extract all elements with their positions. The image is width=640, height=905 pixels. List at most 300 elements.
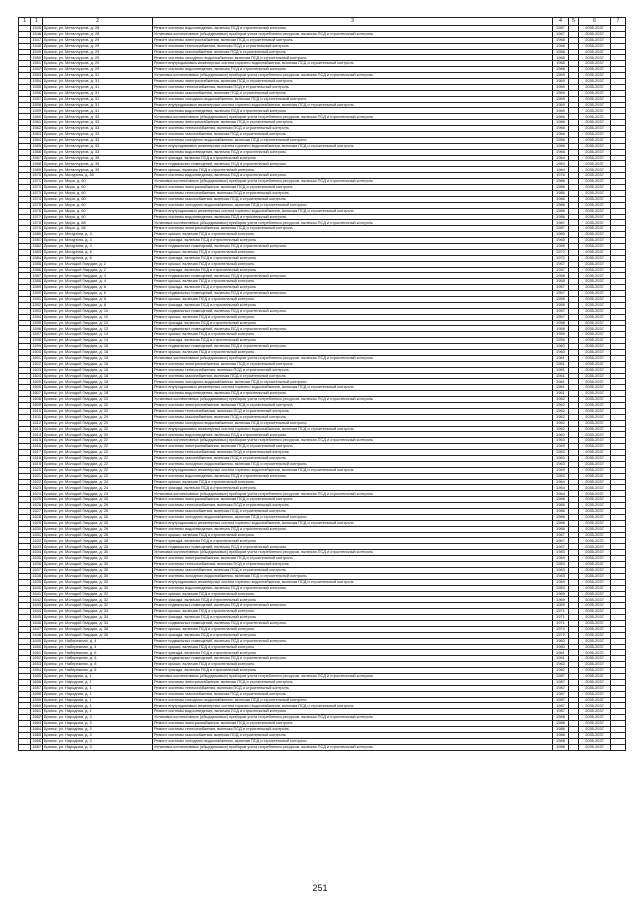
address-cell: Брянск, ул. Молодой Гвардии, д. 30 xyxy=(43,550,153,556)
period-cell: 2035-2037 xyxy=(579,497,611,503)
year-cell: 1983 xyxy=(553,585,569,591)
year-cell: 1966 xyxy=(553,137,569,143)
period-cell: 2035-2037 xyxy=(579,450,611,456)
row-number-cell: 1546 xyxy=(32,31,41,37)
period-cell: 2035-2037 xyxy=(579,538,611,544)
address-cell: Брянск, ул. Металлургов, д. 29 xyxy=(43,55,153,61)
period-cell: 2035-2037 xyxy=(579,697,611,703)
year-cell: 1964 xyxy=(553,491,569,497)
row-number-cell: 1662 xyxy=(32,714,41,720)
work-type-cell: Ремонт фасада, включая ПСД и строительный контроль xyxy=(153,320,553,326)
year-cell: 1962 xyxy=(553,408,569,414)
year-cell: 1957 xyxy=(553,261,569,267)
period-cell: 2035-2037 xyxy=(579,403,611,409)
year-cell: 1987 xyxy=(553,226,569,232)
row-number-cell: 1652 xyxy=(32,655,41,661)
address-cell: Брянск, ул. Молодой Гвардии, д. 14 xyxy=(43,338,153,344)
table-body xyxy=(19,18,626,751)
address-cell: Брянск, ул. Молодой Гвардии, д. 32 xyxy=(43,597,153,603)
period-cell: 2035-2037 xyxy=(579,685,611,691)
year-cell: 1969 xyxy=(553,603,569,609)
year-cell: 1988 xyxy=(553,732,569,738)
address-cell: Брянск, ул. Молодой Гвардии, д. 30 xyxy=(43,567,153,573)
period-cell: 2035-2037 xyxy=(579,562,611,568)
address-cell: Брянск, ул. Народная, д. 3 xyxy=(43,715,153,721)
row-number-cell: 1606 xyxy=(32,384,41,390)
address-cell: Брянск, ул. Металлургов, д. 31 xyxy=(43,108,153,114)
year-cell: 1966 xyxy=(553,132,569,138)
year-cell: 1964 xyxy=(553,485,569,491)
work-type-cell: Ремонт внутридомовых инженерных систем горячего водоснабжения, включая ПСД и строительный контроль xyxy=(153,467,553,473)
row-number-cell: 1665 xyxy=(32,732,41,738)
period-cell: 2035-2037 xyxy=(579,291,611,297)
address-cell: Брянск, ул. Народная, д. 1 xyxy=(43,685,153,691)
row-number-cell: 1601 xyxy=(32,355,41,361)
row-number-cell: 1596 xyxy=(32,325,41,331)
work-type-cell: Ремонт системы теплоснабжения, включая ПСД и строительный контроль xyxy=(153,408,553,414)
period-cell: 2035-2037 xyxy=(579,609,611,615)
row-number-cell: 1562 xyxy=(32,125,41,131)
year-cell: 1961 xyxy=(553,385,569,391)
year-cell: 1962 xyxy=(553,414,569,420)
row-number-cell: 1576 xyxy=(32,208,41,213)
address-cell: Брянск, ул. Молодой Гвардии, д. 20 xyxy=(43,426,153,432)
period-cell: 2035-2037 xyxy=(579,61,611,67)
period-cell: 2035-2037 xyxy=(579,550,611,556)
period-cell: 2035-2037 xyxy=(579,721,611,727)
year-cell: 1988 xyxy=(553,744,569,750)
work-type-cell: Ремонт системы холодного водоснабжения, включая ПСД и строительный контроль xyxy=(153,379,553,385)
year-cell: 1972 xyxy=(553,632,569,638)
year-cell: 1958 xyxy=(553,279,569,285)
year-cell: 1962 xyxy=(553,432,569,438)
year-cell: 1961 xyxy=(553,373,569,379)
address-cell: Брянск, ул. Металлургов, д. 29 xyxy=(43,37,153,43)
period-cell: 2035-2037 xyxy=(579,644,611,650)
address-cell: Брянск, ул. Молодой Гвардии, д. 18 xyxy=(43,379,153,385)
address-cell: Брянск, ул. Металлургов, д. 31 xyxy=(43,79,153,85)
address-cell: Брянск, ул. Народная, д. 1 xyxy=(43,691,153,697)
year-cell: 1961 xyxy=(553,650,569,656)
row-number-cell: 1645 xyxy=(32,614,41,620)
row-number-cell: 1633 xyxy=(32,543,41,549)
work-type-cell: Ремонт системы водоотведения, включая ПСД и строительный контроль xyxy=(153,709,553,715)
row-number-cell: 1559 xyxy=(32,107,41,113)
period-cell: 2035-2037 xyxy=(579,526,611,532)
period-cell: 2035-2037 xyxy=(579,155,611,161)
address-cell: Брянск, ул. Мичурина, д. 4 xyxy=(43,243,153,249)
work-type-cell: Ремонт внутридомовых инженерных систем горячего водоснабжения, включая ПСД и строительный контроль xyxy=(153,102,553,108)
empty-cell xyxy=(569,744,579,750)
address-cell: Брянск, ул. Молодой Гвардии, д. 24 xyxy=(43,491,153,497)
year-cell: 1958 xyxy=(553,273,569,279)
row-number-cell: 1659 xyxy=(32,697,41,702)
period-cell: 2035-2037 xyxy=(579,67,611,73)
year-cell: 1987 xyxy=(553,703,569,709)
year-cell: 1983 xyxy=(553,550,569,556)
row-number-cell: 1640 xyxy=(32,585,41,590)
year-cell: 1983 xyxy=(553,573,569,579)
year-cell: 1960 xyxy=(553,644,569,650)
work-type-cell: Ремонт внутридомовых инженерных систем горячего водоснабжения, включая ПСД и строительный контроль xyxy=(153,520,553,526)
period-cell: 2035-2037 xyxy=(579,473,611,479)
row-number-cell: 1547 xyxy=(32,37,41,42)
year-cell: 1963 xyxy=(553,467,569,473)
address-cell: Брянск, ул. Металлургов, д. 33 xyxy=(43,114,153,120)
work-type-cell: Установка коллективных (общедомовых) приборов учета потребления ресурсов, включая ПСД и строительный контроль xyxy=(153,715,553,721)
year-cell: 1969 xyxy=(553,591,569,597)
row-number-cell: 1655 xyxy=(32,673,41,679)
row-number-cell: 1578 xyxy=(32,219,41,225)
address-cell: Брянск, ул. Молодой Гвардии, д. 22 xyxy=(43,444,153,450)
address-cell: Брянск, ул. Молодой Гвардии, д. 8 xyxy=(43,302,153,308)
address-cell: Брянск, ул. Народная, д. 1 xyxy=(43,703,153,709)
work-type-cell: Ремонт системы газоснабжения, включая ПСД и строительный контроль xyxy=(153,49,553,55)
work-type-cell: Ремонт системы холодного водоснабжения, включая ПСД и строительный контроль xyxy=(153,461,553,467)
work-type-cell: Ремонт системы электроснабжения, включая ПСД и строительный контроль xyxy=(153,226,553,232)
address-cell: Брянск, ул. Мира, д. 60 xyxy=(43,190,153,196)
address-cell: Брянск, ул. Мира, д. 68 xyxy=(43,226,153,232)
work-type-cell: Ремонт системы теплоснабжения, включая ПСД и строительный контроль xyxy=(153,562,553,568)
address-cell: Брянск, ул. Молодой Гвардии, д. 18 xyxy=(43,355,153,361)
period-cell: 2035-2037 xyxy=(579,214,611,220)
period-cell: 2035-2037 xyxy=(579,332,611,338)
work-type-cell: Ремонт системы теплоснабжения, включая ПСД и строительный контроль xyxy=(153,84,553,90)
address-cell: Брянск, ул. Молодой Гвардии, д. 18 xyxy=(43,385,153,391)
address-cell: Брянск, ул. Металлургов, д. 33 xyxy=(43,120,153,126)
period-cell: 2035-2037 xyxy=(579,320,611,326)
year-cell: 1972 xyxy=(553,249,569,255)
address-cell: Брянск, ул. Набережная, д. 6 xyxy=(43,650,153,656)
address-cell: Брянск, ул. Металлургов, д. 29 xyxy=(43,67,153,73)
period-cell: 2035-2037 xyxy=(579,349,611,355)
work-type-cell: Установка коллективных (общедомовых) приборов учета потребления ресурсов, включая ПСД и строительный контроль xyxy=(153,355,553,361)
address-cell: Брянск, ул. Молодой Гвардии, д. 26 xyxy=(43,520,153,526)
address-cell: Брянск, ул. Металлургов, д. 29 xyxy=(43,61,153,67)
header-cell: 7 xyxy=(611,18,626,26)
work-type-cell: Ремонт системы теплоснабжения, включая ПСД и строительный контроль xyxy=(153,367,553,373)
period-cell: 2035-2037 xyxy=(579,438,611,444)
year-cell: 1986 xyxy=(553,214,569,220)
row-number-cell: 1568 xyxy=(32,160,41,166)
address-cell: Брянск, ул. Молодой Гвардии, д. 36 xyxy=(43,626,153,632)
row-number-cell: 1587 xyxy=(32,272,41,278)
row-number-cell: 1626 xyxy=(32,502,41,508)
work-type-cell: Ремонт подвальных помещений, включая ПСД и строительный контроль xyxy=(153,344,553,350)
period-cell: 2035-2037 xyxy=(579,620,611,626)
work-type-cell: Установка коллективных (общедомовых) приборов учета потребления ресурсов, включая ПСД и строительный контроль xyxy=(153,73,553,79)
year-cell: 1963 xyxy=(553,450,569,456)
address-cell: Брянск, ул. Молодой Гвардии, д. 4 xyxy=(43,273,153,279)
work-type-cell: Ремонт крыши, включая ПСД и строительный контроль xyxy=(153,662,553,668)
work-type-cell: Ремонт системы теплоснабжения, включая ПСД и строительный контроль xyxy=(153,450,553,456)
row-number-cell: 1642 xyxy=(32,596,41,602)
period-cell: 2035-2037 xyxy=(579,408,611,414)
period-cell: 2035-2037 xyxy=(579,267,611,273)
row-number-cell: 1607 xyxy=(32,390,41,396)
year-cell: 1972 xyxy=(553,626,569,632)
row-number-cell: 1635 xyxy=(32,555,41,561)
period-cell: 2035-2037 xyxy=(579,603,611,609)
year-cell: 1988 xyxy=(553,726,569,732)
period-cell: 2035-2037 xyxy=(579,96,611,102)
address-cell: Брянск, ул. Молодой Гвардии, д. 26 xyxy=(43,503,153,509)
year-cell: 1958 xyxy=(553,326,569,332)
year-cell: 1964 xyxy=(553,167,569,173)
row-number-cell: 1552 xyxy=(32,66,41,72)
period-cell: 2035-2037 xyxy=(579,102,611,108)
address-cell: Брянск, ул. Молодой Гвардии, д. 16 xyxy=(43,349,153,355)
period-cell: 2035-2037 xyxy=(579,385,611,391)
work-type-cell: Установка коллективных (общедомовых) приборов учета потребления ресурсов, включая ПСД и строительный контроль xyxy=(153,550,553,556)
period-cell: 2035-2037 xyxy=(579,132,611,138)
year-cell: 1965 xyxy=(553,243,569,249)
period-cell: 2035-2037 xyxy=(579,673,611,679)
year-cell: 1963 xyxy=(553,461,569,467)
address-cell: Брянск, ул. Молодой Гвардии, д. 30 xyxy=(43,585,153,591)
work-type-cell: Ремонт системы газоснабжения, включая ПСД и строительный контроль xyxy=(153,132,553,138)
period-cell: 2035-2037 xyxy=(579,650,611,656)
row-number-cell: 1560 xyxy=(32,113,41,119)
row-number-cell: 1584 xyxy=(32,255,41,260)
row-number-cell: 1566 xyxy=(32,149,41,154)
work-type-cell: Ремонт крыши, включая ПСД и строительный контроль xyxy=(153,532,553,538)
year-cell: 1987 xyxy=(553,679,569,685)
period-cell: 2035-2037 xyxy=(579,302,611,308)
year-cell: 1969 xyxy=(553,96,569,102)
row-number-cell: 1649 xyxy=(32,638,41,643)
year-cell: 1987 xyxy=(553,691,569,697)
row-number-cell: 1625 xyxy=(32,496,41,502)
work-type-cell: Ремонт системы электроснабжения, включая ПСД и строительный контроль xyxy=(153,497,553,503)
work-type-cell: Ремонт крыши, включая ПСД и строительный контроль xyxy=(153,232,553,238)
period-cell: 2035-2037 xyxy=(579,532,611,538)
year-cell: 1957 xyxy=(553,267,569,273)
address-cell: Брянск, ул. Металлургов, д. 31 xyxy=(43,102,153,108)
period-cell: 2035-2037 xyxy=(579,232,611,238)
header-cell: 1 xyxy=(31,18,43,26)
year-cell: 1963 xyxy=(553,456,569,462)
address-cell: Брянск, ул. Набережная, д. 4 xyxy=(43,644,153,650)
row-number-cell: 1620 xyxy=(32,467,41,472)
year-cell: 1983 xyxy=(553,556,569,562)
work-type-cell: Ремонт системы холодного водоснабжения, включая ПСД и строительный контроль xyxy=(153,202,553,208)
address-cell: Брянск, ул. Набережная, д. 8 xyxy=(43,662,153,668)
work-type-cell: Ремонт системы холодного водоснабжения, включая ПСД и строительный контроль xyxy=(153,738,553,744)
work-type-cell: Ремонт фасада, включая ПСД и строительный контроль xyxy=(153,255,553,261)
year-cell: 1956 xyxy=(553,302,569,308)
address-cell: Брянск, ул. Народная, д. 1 xyxy=(43,697,153,703)
row-number-cell: 1617 xyxy=(32,449,41,455)
row-number-cell: 1572 xyxy=(32,184,41,190)
period-cell: 2035-2037 xyxy=(579,173,611,179)
period-cell: 2035-2037 xyxy=(579,709,611,715)
address-cell: Брянск, ул. Молодой Гвардии, д. 22 xyxy=(43,473,153,479)
address-cell: Брянск, ул. Металлургов, д. 29 xyxy=(43,43,153,49)
period-cell: 2035-2037 xyxy=(579,161,611,167)
year-cell: 1964 xyxy=(553,155,569,161)
row-number-cell: 1597 xyxy=(32,331,41,337)
period-cell: 2035-2037 xyxy=(579,49,611,55)
work-type-cell: Ремонт системы теплоснабжения, включая ПСД и строительный контроль xyxy=(153,126,553,132)
work-type-cell: Ремонт фасада, включая ПСД и строительный контроль xyxy=(153,597,553,603)
year-cell: 1976 xyxy=(553,173,569,179)
row-number-cell: 1650 xyxy=(32,644,41,649)
year-cell: 1969 xyxy=(553,73,569,79)
address-cell: Брянск, ул. Металлургов, д. 33 xyxy=(43,137,153,143)
address-cell: Брянск, ул. Металлургов, д. 28 xyxy=(43,26,153,32)
period-cell: 2035-2037 xyxy=(579,202,611,208)
year-cell: 1972 xyxy=(553,255,569,261)
period-cell: 2035-2037 xyxy=(579,579,611,585)
period-cell: 2035-2037 xyxy=(579,426,611,432)
row-number-cell: 1580 xyxy=(32,231,41,237)
row-number-cell: 1664 xyxy=(32,726,41,732)
address-cell: Брянск, ул. Металлургов, д. 33 xyxy=(43,143,153,149)
row-number-cell: 1591 xyxy=(32,296,41,302)
work-type-cell: Ремонт подвальных помещений, включая ПСД и строительный контроль xyxy=(153,243,553,249)
year-cell: 1967 xyxy=(553,532,569,538)
work-type-cell: Ремонт подвальных помещений, включая ПСД и строительный контроль xyxy=(153,291,553,297)
year-cell: 1957 xyxy=(553,285,569,291)
period-cell: 2035-2037 xyxy=(579,338,611,344)
year-cell: 1986 xyxy=(553,202,569,208)
work-type-cell: Ремонт подвальных помещений, включая ПСД и строительный контроль xyxy=(153,620,553,626)
address-cell: Брянск, ул. Молодой Гвардии, д. 30 xyxy=(43,573,153,579)
year-cell: 1967 xyxy=(553,544,569,550)
work-type-cell: Ремонт системы водоотведения, включая ПСД и строительный контроль xyxy=(153,67,553,73)
row-number-cell: 1549 xyxy=(32,49,41,54)
period-cell: 2035-2037 xyxy=(579,573,611,579)
address-cell: Брянск, ул. Молодой Гвардии, д. 20 xyxy=(43,408,153,414)
row-number-cell: 1589 xyxy=(32,284,41,290)
work-type-cell: Ремонт системы теплоснабжения, включая ПСД и строительный контроль xyxy=(153,726,553,732)
row-number-cell: 1590 xyxy=(32,290,41,296)
period-cell: 2035-2037 xyxy=(579,544,611,550)
row-number-cell: 1643 xyxy=(32,602,41,608)
year-cell: 1957 xyxy=(553,308,569,314)
work-type-cell: Ремонт системы газоснабжения, включая ПСД и строительный контроль xyxy=(153,90,553,96)
row-number-cell: 1619 xyxy=(32,461,41,467)
row-number-cell: 1558 xyxy=(32,102,41,107)
row-number-cell: 1630 xyxy=(32,526,41,531)
address-cell: Брянск, ул. Молодой Гвардии, д. 20 xyxy=(43,432,153,438)
work-type-cell: Ремонт фасада, включая ПСД и строительный контроль xyxy=(153,302,553,308)
work-type-cell: Ремонт системы водоотведения, включая ПСД и строительный контроль xyxy=(153,149,553,155)
work-type-cell: Ремонт системы газоснабжения, включая ПСД и строительный контроль xyxy=(153,691,553,697)
period-cell: 2035-2037 xyxy=(579,485,611,491)
address-cell: Брянск, ул. Набережная, д. 6 xyxy=(43,656,153,662)
period-cell: 2035-2037 xyxy=(579,668,611,674)
work-type-cell: Ремонт крыши, включая ПСД и строительный контроль xyxy=(153,644,553,650)
address-cell: Брянск, ул. Молодой Гвардии, д. 6 xyxy=(43,285,153,291)
row-number-cell: 1636 xyxy=(32,561,41,567)
year-cell: 1963 xyxy=(553,473,569,479)
year-cell: 1961 xyxy=(553,379,569,385)
period-cell: 2035-2037 xyxy=(579,84,611,90)
period-cell: 2035-2037 xyxy=(579,461,611,467)
row-number-cell: 1573 xyxy=(32,190,41,196)
work-type-cell: Ремонт фасада, включая ПСД и строительный контроль xyxy=(153,238,553,244)
row-number-cell: 1616 xyxy=(32,443,41,449)
period-cell: 2035-2037 xyxy=(579,273,611,279)
year-cell: 1957 xyxy=(553,314,569,320)
row-number-cell: 1611 xyxy=(31,414,43,420)
year-cell: 1971 xyxy=(553,609,569,615)
period-cell: 2035-2037 xyxy=(579,314,611,320)
work-type-cell: Ремонт крыши, включая ПСД и строительный контроль xyxy=(153,609,553,615)
period-cell: 2035-2037 xyxy=(579,467,611,473)
year-cell: 1962 xyxy=(553,662,569,668)
address-cell: Брянск, ул. Молодой Гвардии, д. 26 xyxy=(43,497,153,503)
row-number-cell: 1561 xyxy=(32,119,41,125)
work-type-cell: Ремонт системы водоотведения, включая ПСД и строительный контроль xyxy=(153,214,553,220)
period-cell: 2035-2037 xyxy=(579,556,611,562)
row-number-cell: 1581 xyxy=(32,237,41,243)
period-cell: 2035-2037 xyxy=(579,432,611,438)
work-type-cell: Ремонт крыши, включая ПСД и строительный контроль xyxy=(153,249,553,255)
year-cell: 1988 xyxy=(553,738,569,744)
work-type-cell: Ремонт крыши, включая ПСД и строительный контроль xyxy=(153,479,553,485)
period-cell: 2035-2037 xyxy=(579,296,611,302)
row-number-cell: 1613 xyxy=(32,426,41,431)
period-cell: 2035-2037 xyxy=(579,167,611,173)
year-cell: 1967 xyxy=(553,26,569,32)
table-header-row xyxy=(19,18,626,26)
period-cell: 2035-2037 xyxy=(579,444,611,450)
work-type-cell: Ремонт крыши, включая ПСД и строительный контроль xyxy=(153,296,553,302)
period-cell: 2035-2037 xyxy=(579,179,611,185)
row-number-cell: 1653 xyxy=(32,661,41,667)
row-number-cell: 1563 xyxy=(32,131,41,137)
period-cell: 2035-2037 xyxy=(579,220,611,226)
work-type-cell: Ремонт фасада, включая ПСД и строительный контроль xyxy=(153,615,553,621)
year-cell: 1964 xyxy=(553,161,569,167)
address-cell: Брянск, ул. Молодой Гвардии, д. 4 xyxy=(43,279,153,285)
row-number-cell: 1641 xyxy=(32,591,41,596)
row-number-cell: 1565 xyxy=(32,143,41,148)
period-cell: 2035-2037 xyxy=(579,662,611,668)
address-cell: Брянск, ул. Народная, д. 3 xyxy=(43,738,153,744)
year-cell: 1968 xyxy=(553,61,569,67)
period-cell: 2035-2037 xyxy=(579,90,611,96)
year-cell: 1969 xyxy=(553,90,569,96)
address-cell: Брянск, ул. Народная, д. 1 xyxy=(43,679,153,685)
address-cell: Брянск, ул. Молодой Гвардии, д. 26 xyxy=(43,514,153,520)
year-cell: 1962 xyxy=(553,420,569,426)
work-type-cell: Ремонт системы электроснабжения, включая ПСД и строительный контроль xyxy=(153,679,553,685)
row-number-cell: 1588 xyxy=(32,278,41,284)
address-cell: Брянск, ул. Народная, д. 1 xyxy=(43,709,153,715)
work-type-cell: Ремонт крыши, включая ПСД и строительный контроль xyxy=(153,591,553,597)
year-cell: 1966 xyxy=(553,509,569,515)
row-number-cell: 1586 xyxy=(32,267,41,272)
work-type-cell: Ремонт внутридомовых инженерных систем горячего водоснабжения, включая ПСД и строительный контроль xyxy=(153,703,553,709)
work-type-cell: Ремонт системы газоснабжения, включая ПСД и строительный контроль xyxy=(153,456,553,462)
address-cell: Брянск, ул. Металлургов, д. 35 xyxy=(43,155,153,161)
row-number-cell: 1618 xyxy=(32,455,41,461)
year-cell: 1958 xyxy=(553,320,569,326)
period-cell: 2035-2037 xyxy=(579,185,611,191)
work-type-cell: Ремонт системы электроснабжения, включая ПСД и строительный контроль xyxy=(153,120,553,126)
period-cell: 2035-2037 xyxy=(579,43,611,49)
period-cell: 2035-2037 xyxy=(579,420,611,426)
header-cell: 1 xyxy=(19,18,31,26)
row-number-cell: 1603 xyxy=(32,367,41,372)
year-cell: 1966 xyxy=(553,497,569,503)
period-cell: 2035-2037 xyxy=(579,367,611,373)
period-cell: 2035-2037 xyxy=(579,379,611,385)
